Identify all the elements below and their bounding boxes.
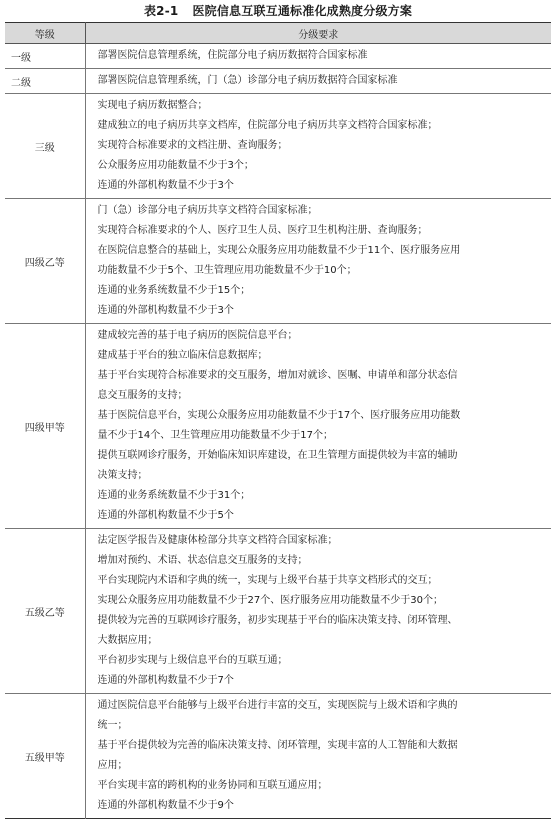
maturity-grade-table — [5, 22, 551, 819]
requirement-line: 部署医院信息管理系统，门（急）诊部分电子病历数据符合国家标准 — [97, 75, 398, 86]
table-row — [5, 199, 551, 324]
requirement-line: 建成较完善的基于电子病历的医院信息平台； — [97, 330, 298, 341]
table-header-row — [5, 23, 551, 44]
requirement-line: 应用； — [97, 760, 128, 771]
table-number: 表2-1 — [143, 4, 179, 18]
requirement-line: 实现电子病历数据整合； — [97, 100, 208, 111]
requirement-line: 大数据应用； — [97, 635, 158, 646]
requirement-line: 在医院信息整合的基础上，实现公众服务应用功能数量不少于11个、医疗服务应用 — [97, 245, 461, 256]
requirement-line: 基于医院信息平台，实现公众服务应用功能数量不少于17个、医疗服务应用功能数 — [97, 410, 461, 421]
level-cell: 五级甲等 — [5, 694, 85, 819]
requirement-line: 实现公众服务应用功能数量不少于27个、医疗服务应用功能数量不少于30个； — [97, 595, 443, 606]
requirement-line: 建成基于平台的独立临床信息数据库； — [97, 350, 268, 361]
requirements-cell — [85, 694, 551, 819]
header-requirements: 分级要求 — [85, 23, 551, 44]
table-title: 医院信息互联互通标准化成熟度分级方案 — [192, 4, 413, 18]
requirement-line: 连通的外部机构数量不少于3个 — [97, 180, 234, 191]
requirement-line: 通过医院信息平台能够与上级平台进行丰富的交互，实现医院与上级术语和字典的 — [97, 700, 458, 711]
table-row — [5, 94, 551, 199]
requirement-line: 建成独立的电子病历共享文档库，住院部分电子病历共享文档符合国家标准； — [97, 120, 438, 131]
requirements-cell — [85, 324, 551, 529]
requirement-line: 统一； — [97, 720, 128, 731]
requirement-line: 提供较为完善的互联网诊疗服务，初步实现基于平台的临床决策支持、闭环管理、 — [97, 615, 458, 626]
requirement-line: 平台初步实现与上级信息平台的互联互通； — [97, 655, 288, 666]
header-level: 等级 — [5, 23, 85, 44]
requirement-line: 法定医学报告及健康体检部分共享文档符合国家标准； — [97, 535, 338, 546]
requirement-line: 息交互服务的支持； — [97, 390, 188, 401]
requirement-line: 增加对预约、术语、状态信息交互服务的支持； — [97, 555, 308, 566]
requirement-line: 连通的业务系统数量不少于15个； — [97, 285, 251, 296]
requirement-line: 功能数量不少于5个、卫生管理应用功能数量不少于10个； — [97, 265, 357, 276]
level-cell: 五级乙等 — [5, 529, 85, 694]
requirement-line: 实现符合标准要求的文档注册、查询服务； — [97, 140, 288, 151]
requirement-line: 决策支持； — [97, 470, 148, 481]
requirements-cell — [85, 69, 551, 94]
requirement-line: 基于平台提供较为完善的临床决策支持、闭环管理，实现丰富的人工智能和大数据 — [97, 740, 458, 751]
requirement-line: 连通的外部机构数量不少于7个 — [97, 675, 234, 686]
level-cell: 一级 — [5, 44, 85, 69]
table-row — [5, 694, 551, 819]
requirement-line: 提供互联网诊疗服务，开始临床知识库建设，在卫生管理方面提供较为丰富的辅助 — [97, 450, 458, 461]
requirement-line: 部署医院信息管理系统，住院部分电子病历数据符合国家标准 — [97, 50, 368, 61]
level-cell: 四级甲等 — [5, 324, 85, 529]
requirement-line: 连通的外部机构数量不少于5个 — [97, 510, 234, 521]
requirements-cell — [85, 94, 551, 199]
requirement-line: 门（急）诊部分电子病历共享文档符合国家标准； — [97, 205, 318, 216]
requirement-line: 平台实现丰富的跨机构的业务协同和互联互通应用； — [97, 780, 328, 791]
level-cell: 四级乙等 — [5, 199, 85, 324]
requirement-line: 连通的业务系统数量不少于31个； — [97, 490, 251, 501]
table-row — [5, 69, 551, 94]
requirement-line: 基于平台实现符合标准要求的交互服务，增加对就诊、医嘱、申请单和部分状态信 — [97, 370, 458, 381]
requirement-line: 公众服务应用功能数量不少于3个； — [97, 160, 254, 171]
table-row — [5, 324, 551, 529]
requirement-line: 量不少于14个、卫生管理应用功能数量不少于17个； — [97, 430, 333, 441]
requirements-cell — [85, 529, 551, 694]
table-row — [5, 529, 551, 694]
requirements-cell — [85, 199, 551, 324]
requirement-line: 实现符合标准要求的个人、医疗卫生人员、医疗卫生机构注册、查询服务； — [97, 225, 428, 236]
table-caption — [5, 0, 551, 22]
requirement-line: 连通的外部机构数量不少于9个 — [97, 800, 234, 811]
level-cell: 二级 — [5, 69, 85, 94]
table-row — [5, 44, 551, 69]
requirement-line: 平台实现院内术语和字典的统一，实现与上级平台基于共享文档形式的交互； — [97, 575, 438, 586]
requirement-line: 连通的外部机构数量不少于3个 — [97, 305, 234, 316]
requirements-cell — [85, 44, 551, 69]
level-cell: 三级 — [5, 94, 85, 199]
